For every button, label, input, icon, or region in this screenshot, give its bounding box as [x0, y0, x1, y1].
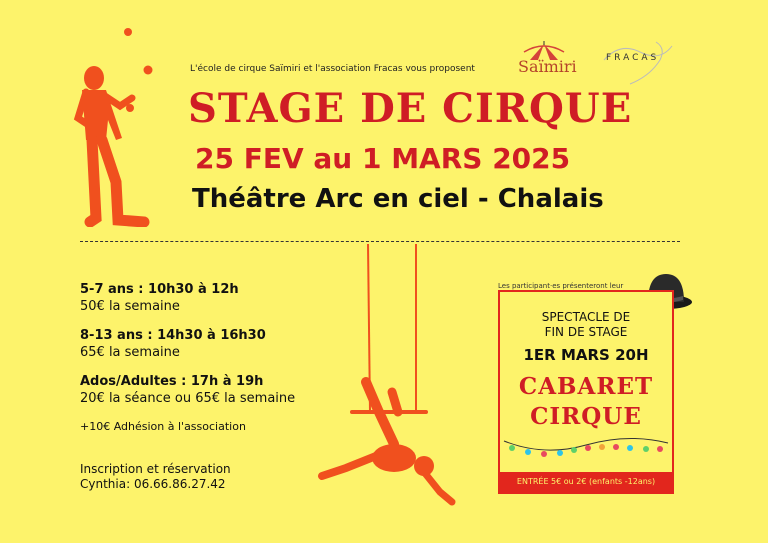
venue: Théâtre Arc en ciel - Chalais — [192, 184, 604, 214]
participants-note: Les participant·es présenteront leur — [498, 282, 624, 290]
schedule-item-price: 65€ la semaine — [80, 345, 180, 360]
show-line-2: FIN DE STAGE — [544, 325, 628, 339]
juggler-silhouette-icon — [72, 22, 187, 227]
show-date: 1ER MARS 20H — [523, 346, 649, 364]
schedule-item-title: Ados/Adultes : 17h à 19h — [80, 374, 264, 389]
trapeze-acrobat-silhouette-icon — [312, 244, 462, 514]
schedule-item-title: 8-13 ans : 14h30 à 16h30 — [80, 328, 266, 343]
saimiri-logo-text: Saïmiri — [518, 57, 577, 76]
registration-info — [80, 462, 231, 492]
fracas-logo — [600, 40, 676, 86]
cabaret-title: CABARET — [518, 373, 654, 400]
schedule-item-title: 5-7 ans : 10h30 à 12h — [80, 282, 239, 297]
show-line-1: SPECTACLE DE — [541, 310, 631, 324]
membership-fee: +10€ Adhésion à l'association — [80, 420, 246, 433]
cirque-title: CIRQUE — [530, 403, 642, 430]
registration-phone: Cynthia: 06.66.86.27.42 — [80, 477, 226, 491]
show-box — [498, 290, 674, 494]
fracas-logo-text: FRACAS — [606, 53, 660, 63]
dashed-divider — [80, 241, 680, 242]
saimiri-logo — [516, 40, 577, 80]
entry-price: ENTRÉE 5€ ou 2€ (enfants -12ans) — [500, 472, 672, 492]
intro-text: L'école de cirque Saïmiri et l'association Fracas vous proposent — [190, 64, 475, 74]
registration-label: Inscription et réservation — [80, 462, 231, 476]
schedule-item — [80, 282, 239, 314]
schedule-item — [80, 328, 266, 360]
schedule-item-price: 20€ la séance ou 65€ la semaine — [80, 391, 296, 406]
page-title: STAGE DE CIRQUE — [188, 85, 633, 132]
string-lights-icon — [502, 435, 670, 465]
event-dates: 25 FEV au 1 MARS 2025 — [195, 142, 571, 175]
fracas-swirl-icon — [600, 40, 676, 86]
schedule-item — [80, 374, 295, 406]
schedule-item-price: 50€ la semaine — [80, 299, 180, 314]
